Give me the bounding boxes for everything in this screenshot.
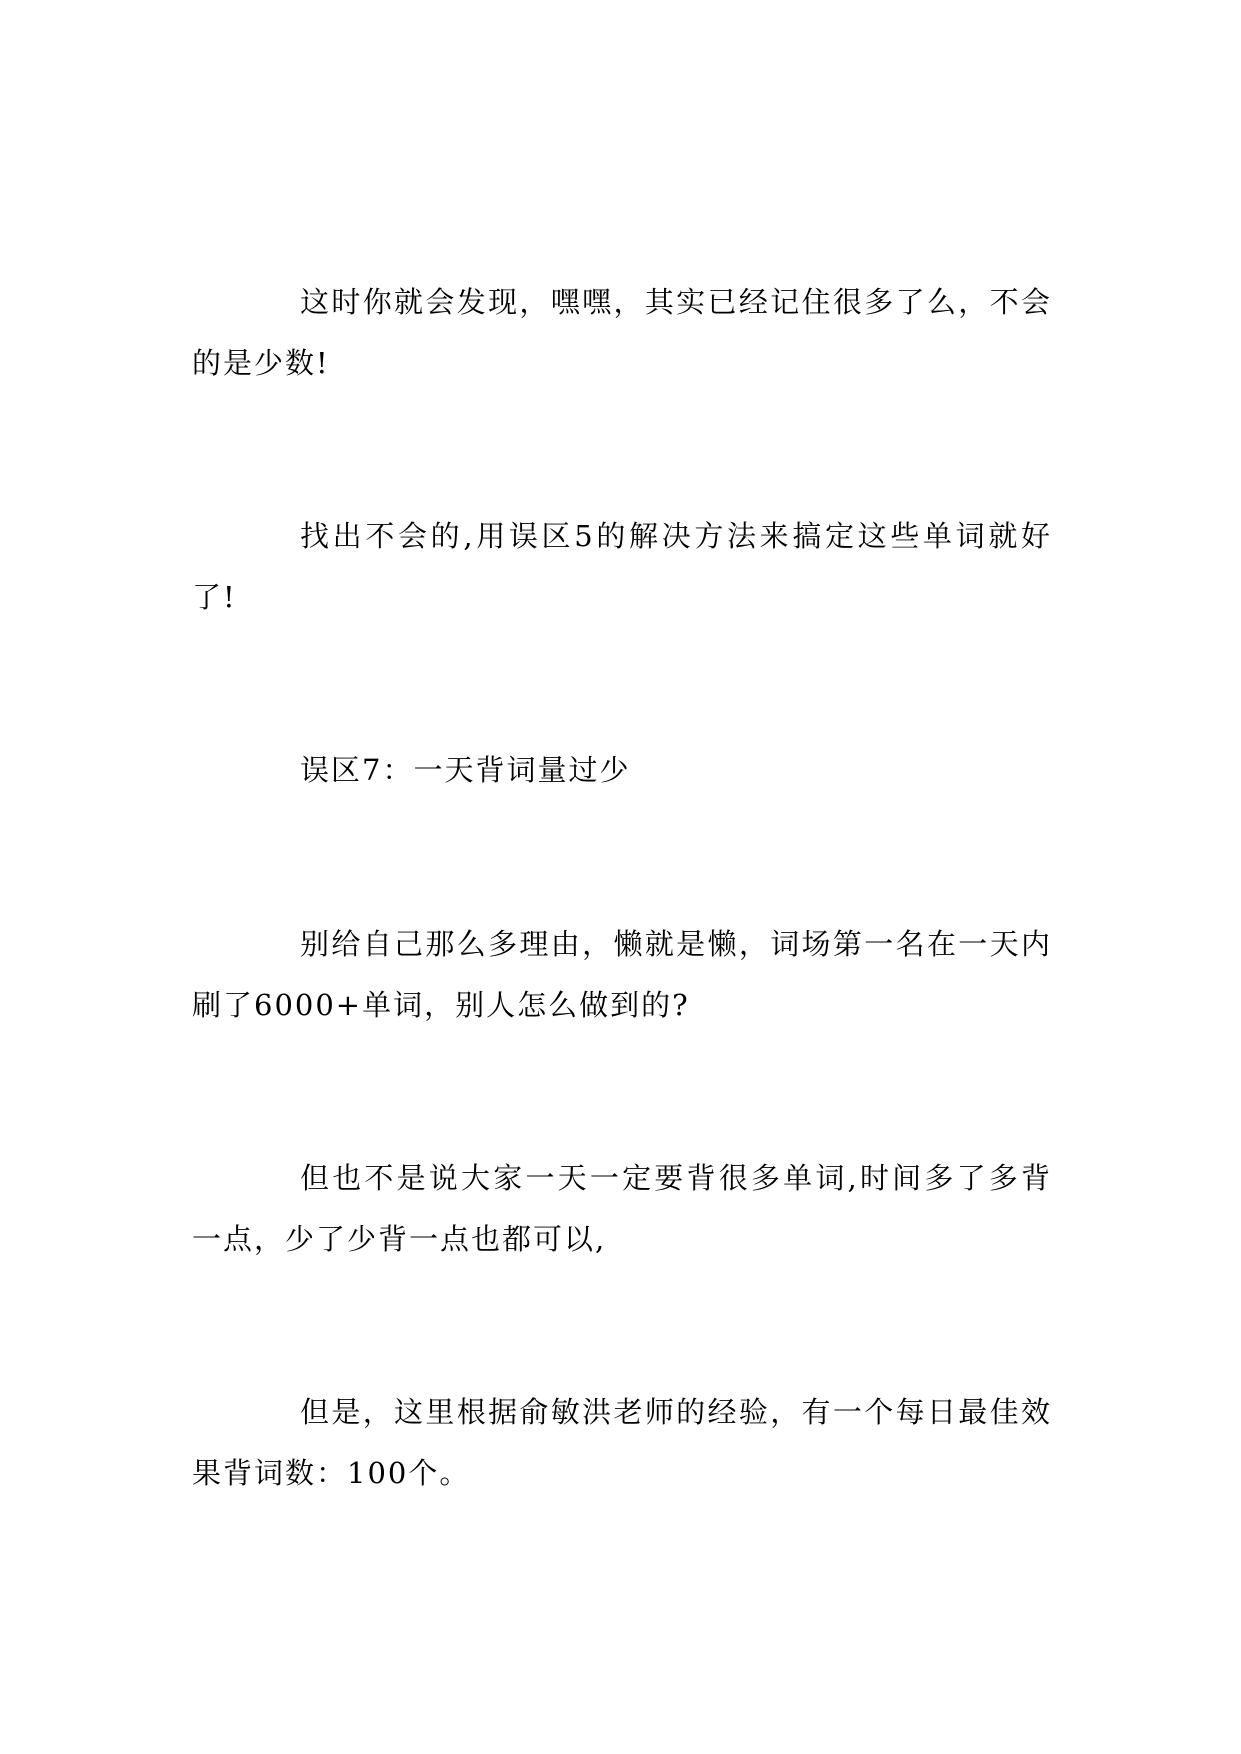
section-heading-mistake-7: 误区7：一天背词量过少 <box>300 753 631 787</box>
paragraph-discovery: 这时你就会发现，嘿嘿，其实已经记住很多了么，不会的是少数! <box>192 285 1052 380</box>
paragraph-find-unknown: 找出不会的,用误区5的解决方法来搞定这些单词就好了! <box>192 519 1052 614</box>
paragraph-no-excuses: 别给自己那么多理由，懒就是懒，词场第一名在一天内刷了6000+单词，别人怎么做到的? <box>192 927 1052 1022</box>
paragraph-best-daily-count: 但是，这里根据俞敏洪老师的经验，有一个每日最佳效果背词数：100个。 <box>192 1395 1052 1490</box>
paragraph-flexible-amount: 但也不是说大家一天一定要背很多单词,时间多了多背一点，少了少背一点也都可以, <box>192 1161 1052 1256</box>
